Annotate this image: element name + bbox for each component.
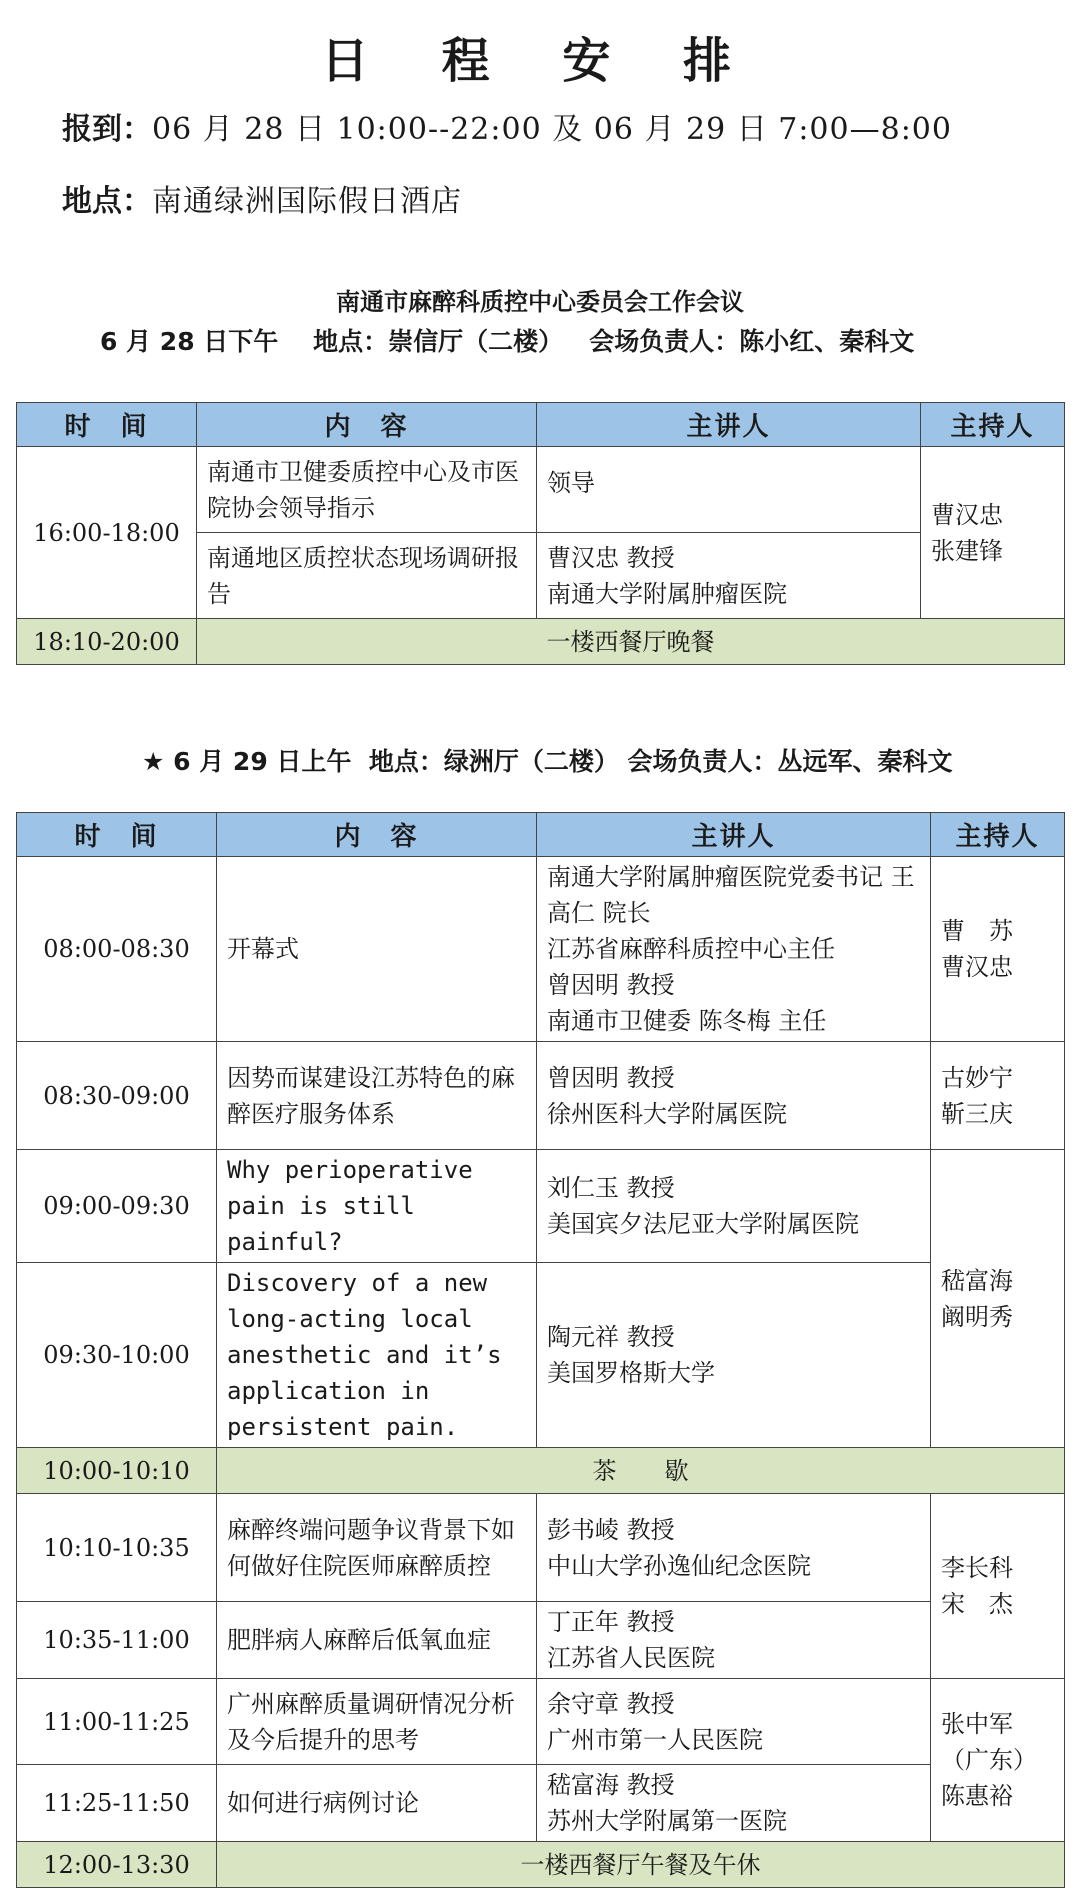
table-row: [17, 1765, 1065, 1842]
time-cell: 11:00-11:25: [17, 1679, 217, 1765]
tea-break-cell: 茶 歇: [217, 1448, 1065, 1494]
table-header-row: [17, 813, 1065, 857]
speaker-cell: 丁正年 教授 江苏省人民医院: [537, 1602, 931, 1679]
time-cell: 08:00-08:30: [17, 857, 217, 1042]
content-cell: 因势而谋建设江苏特色的麻醉医疗服务体系: [217, 1042, 537, 1150]
header-time: 时 间: [17, 813, 217, 857]
time-cell: 12:00-13:30: [17, 1842, 217, 1888]
time-cell: 16:00-18:00: [17, 447, 197, 619]
table-row: [17, 1494, 1065, 1602]
registration-info: [62, 104, 952, 148]
content-cell: 开幕式: [217, 857, 537, 1042]
speaker-cell: 南通大学附属肿瘤医院党委书记 王高仁 院长 江苏省麻醉科质控中心主任 曾因明 教授 南通市卫健委 陈冬梅 主任: [537, 857, 931, 1042]
table-row: [17, 1150, 1065, 1263]
session1-title: 南通市麻醉科质控中心委员会工作会议: [336, 288, 744, 316]
time-cell: 11:25-11:50: [17, 1765, 217, 1842]
content-cell: 肥胖病人麻醉后低氧血症: [217, 1602, 537, 1679]
time-cell: 10:00-10:10: [17, 1448, 217, 1494]
location-info: [62, 176, 462, 220]
content-cell: 南通地区质控状态现场调研报告: [197, 533, 537, 619]
content-cell: 南通市卫健委质控中心及市医院协会领导指示: [197, 447, 537, 533]
content-cell: Discovery of a new long-acting local anesthetic and it’s application in persistent pain.: [217, 1263, 537, 1448]
location-label: 地点：: [62, 184, 152, 219]
host-cell: 嵇富海 阚明秀: [931, 1150, 1065, 1448]
time-cell: 09:30-10:00: [17, 1263, 217, 1448]
table-row: [17, 447, 1065, 533]
host-cell: 李长科 宋 杰: [931, 1494, 1065, 1679]
session2-table: [16, 812, 1065, 1888]
registration-label: 报到：: [62, 112, 152, 147]
header-content: 内 容: [217, 813, 537, 857]
host-cell: 张中军 （广东） 陈惠裕: [931, 1679, 1065, 1842]
host-cell: 曹 苏 曹汉忠: [931, 857, 1065, 1042]
header-speaker: 主讲人: [537, 403, 921, 447]
table-row: [17, 1679, 1065, 1765]
time-cell: 18:10-20:00: [17, 619, 197, 665]
table-row: [17, 857, 1065, 1042]
header-speaker: 主讲人: [537, 813, 931, 857]
time-cell: 09:00-09:30: [17, 1150, 217, 1263]
content-cell: Why perioperative pain is still painful?: [217, 1150, 537, 1263]
table-row: [17, 1042, 1065, 1150]
session2-subtitle: ★ 6 月 29 日上午 地点：绿洲厅（二楼） 会场负责人：丛远军、秦科文: [142, 747, 953, 776]
registration-value: 06 月 28 日 10:00--22:00 及 06 月 29 日 7:00—8:00: [152, 112, 952, 147]
table-row: [17, 1263, 1065, 1448]
time-cell: 10:10-10:35: [17, 1494, 217, 1602]
location-value: 南通绿洲国际假日酒店: [152, 184, 462, 219]
speaker-cell: 嵇富海 教授 苏州大学附属第一医院: [537, 1765, 931, 1842]
host-cell: 古妙宁 靳三庆: [931, 1042, 1065, 1150]
header-host: 主持人: [921, 403, 1065, 447]
table-header-row: [17, 403, 1065, 447]
speaker-cell: 刘仁玉 教授 美国宾夕法尼亚大学附属医院: [537, 1150, 931, 1263]
speaker-cell: 领导: [537, 447, 921, 533]
content-cell: 麻醉终端问题争议背景下如何做好住院医师麻醉质控: [217, 1494, 537, 1602]
time-cell: 08:30-09:00: [17, 1042, 217, 1150]
speaker-cell: 曹汉忠 教授 南通大学附属肿瘤医院: [537, 533, 921, 619]
table-row: [17, 619, 1065, 665]
speaker-cell: 余守章 教授 广州市第一人民医院: [537, 1679, 931, 1765]
speaker-cell: 彭书崚 教授 中山大学孙逸仙纪念医院: [537, 1494, 931, 1602]
lunch-cell: 一楼西餐厅午餐及午休: [217, 1842, 1065, 1888]
session1-table: [16, 402, 1065, 665]
table-row: [17, 1602, 1065, 1679]
table-row: [17, 1842, 1065, 1888]
content-cell: 如何进行病例讨论: [217, 1765, 537, 1842]
header-time: 时 间: [17, 403, 197, 447]
time-cell: 10:35-11:00: [17, 1602, 217, 1679]
session1-subtitle: 6 月 28 日下午 地点：崇信厅（二楼） 会场负责人：陈小红、秦科文: [100, 327, 915, 356]
page-title: 日 程 安 排: [320, 33, 760, 89]
header-host: 主持人: [931, 813, 1065, 857]
content-cell: 广州麻醉质量调研情况分析及今后提升的思考: [217, 1679, 537, 1765]
dinner-cell: 一楼西餐厅晚餐: [197, 619, 1065, 665]
speaker-cell: 陶元祥 教授 美国罗格斯大学: [537, 1263, 931, 1448]
header-content: 内 容: [197, 403, 537, 447]
host-cell: 曹汉忠 张建锋: [921, 447, 1065, 619]
table-row: [17, 1448, 1065, 1494]
speaker-cell: 曾因明 教授 徐州医科大学附属医院: [537, 1042, 931, 1150]
